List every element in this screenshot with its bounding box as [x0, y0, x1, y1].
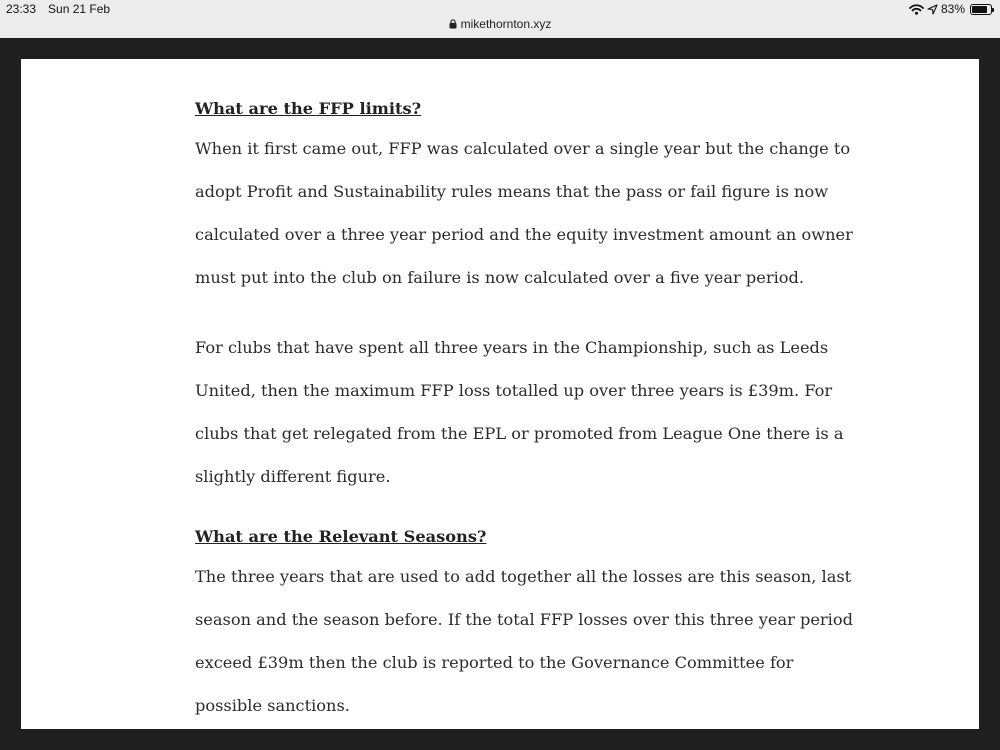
- status-time: 23:33: [6, 2, 37, 16]
- battery-icon: [970, 4, 992, 15]
- address-bar[interactable]: [0, 17, 1000, 31]
- location-arrow-icon: [927, 4, 938, 15]
- lock-icon: [449, 19, 457, 29]
- web-page[interactable]: [21, 59, 979, 729]
- text-line: United, then the maximum FFP loss totalled up over three years is £39m. For: [195, 381, 833, 400]
- text-line: must put into the club on failure is now calculated over a five year period.: [195, 268, 804, 287]
- paragraph-ffp-calculation: [195, 127, 853, 299]
- status-date: Sun 21 Feb: [48, 2, 111, 16]
- wifi-icon: [909, 4, 924, 15]
- text-line: The three years that are used to add together all the losses are this season, last: [195, 567, 852, 586]
- section-heading-ffp-limits: What are the FFP limits?: [195, 99, 422, 118]
- text-line: possible sanctions.: [195, 696, 350, 715]
- status-indicators: [909, 2, 992, 16]
- status-bar: [0, 0, 1000, 38]
- text-line: When it first came out, FFP was calculated over a single year but the change to: [195, 139, 851, 158]
- text-line: exceed £39m then the club is reported to the Governance Committee for: [195, 653, 794, 672]
- paragraph-championship-loss: [195, 326, 844, 498]
- url-text: mikethornton.xyz: [460, 17, 552, 31]
- section-heading-relevant-seasons: What are the Relevant Seasons?: [195, 527, 487, 546]
- text-line: slightly different figure.: [195, 467, 391, 486]
- text-line: adopt Profit and Sustainability rules means that the pass or fail figure is now: [195, 182, 829, 201]
- text-line: clubs that get relegated from the EPL or promoted from League One there is a: [195, 424, 844, 443]
- battery-percent: 83%: [940, 2, 965, 16]
- text-line: For clubs that have spent all three years in the Championship, such as Leeds: [195, 338, 829, 357]
- paragraph-relevant-seasons: [195, 555, 853, 727]
- status-clock: [6, 2, 110, 16]
- text-line: calculated over a three year period and the equity investment amount an owner: [195, 225, 853, 244]
- text-line: season and the season before. If the total FFP losses over this three year period: [195, 610, 853, 629]
- battery-fill: [972, 6, 987, 13]
- article-body: [195, 97, 853, 727]
